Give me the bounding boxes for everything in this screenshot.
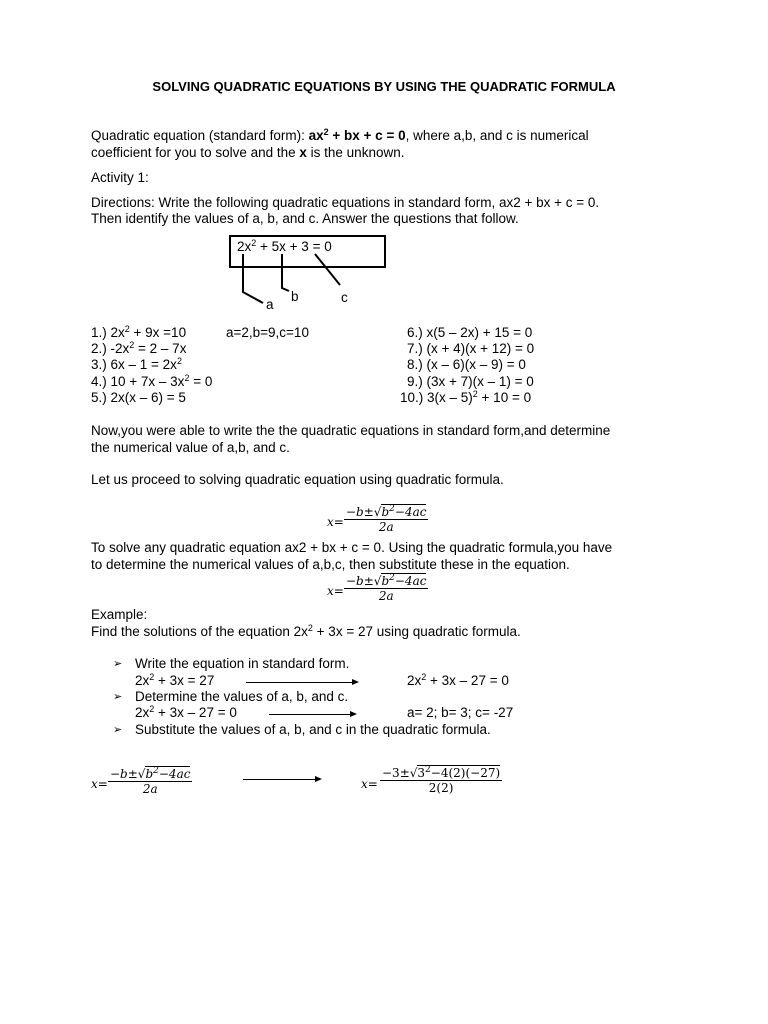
formula-2-fraction [344, 574, 428, 603]
example-eq-exponent: 2 [251, 238, 257, 248]
exercise-10 [400, 390, 531, 406]
exercise-2-pre: 2.) -2x [91, 341, 130, 356]
exercise-3-sup: 2 [176, 356, 182, 366]
exercise-1-sup: 2 [124, 324, 130, 334]
step-2-left-post: + 3x – 27 = 0 [154, 705, 237, 720]
step-2-left-equation [135, 705, 237, 721]
exercise-5-pre: 5.) 2x(x – 6) = 5 [91, 390, 186, 405]
exercise-10-pre: 10.) 3(x – 5) [400, 390, 473, 405]
step-1-right-sup: 2 [421, 672, 427, 682]
formula-4-lhs: x= [361, 777, 378, 791]
formula-2-rad-b: b [381, 574, 390, 588]
example-task-pre: Find the solutions of the equation 2x [91, 624, 308, 639]
exercise-2 [91, 341, 186, 357]
step-1-left-sup: 2 [149, 672, 155, 682]
step-1-arrow-head [352, 679, 359, 685]
formula-4-numerator: $-3\pm√3^2-4(2)(-27)$ [382, 765, 501, 780]
formula-4-rad-exp: 2 [425, 765, 431, 775]
formula-4-num-pre: −3± [382, 766, 410, 780]
exercise-1-pre: 1.) 2x [91, 325, 125, 340]
formula-1-rad-exp: 2 [389, 504, 395, 514]
exercise-2-sup: 2 [129, 340, 135, 350]
exercise-9: 9.) (3x + 7)(x – 1) = 0 [407, 374, 534, 389]
formula-2-lhs: x= [327, 584, 344, 598]
standard-form-a: ax [308, 128, 324, 143]
formula-1-numerator: $-b\pm√b^2-4ac$ [346, 504, 427, 519]
example-label: Example: [91, 607, 148, 622]
exercise-2-post: = 2 – 7x [134, 341, 187, 356]
label-b: b [291, 289, 299, 304]
step-2-text: Determine the values of a, b, and c. [135, 689, 349, 704]
example-task-post: + 3x = 27 using quadratic formula. [312, 624, 521, 639]
step-3-bullet: ➢ [113, 724, 123, 736]
formula-4-denominator: 2(2) [428, 781, 454, 795]
label-c: c [341, 290, 348, 305]
formula-3-lhs: x= [91, 777, 108, 791]
substitution-arrow-line [243, 779, 315, 780]
formula-1-lhs: x= [327, 515, 344, 529]
step-2-bullet: ➢ [113, 691, 123, 703]
intro-x-variable: x [299, 145, 307, 160]
step-1-bullet: ➢ [113, 658, 123, 670]
formula-3-numerator: $-b\pm√b^2-4ac$ [110, 766, 191, 781]
label-a: a [266, 297, 274, 312]
substitution-arrow-head [315, 776, 322, 782]
intro-middle: , where a,b, and c is numerical [405, 128, 589, 143]
pointer-line-a [243, 254, 263, 303]
example-eq-a: 2x [237, 239, 252, 254]
standard-form-rest: + bx + c = 0 [328, 128, 406, 143]
step-2-values: a= 2; b= 3; c= -27 [407, 705, 514, 720]
directions-line-2: Then identify the values of a, b, and c. Answer the questions that follow. [91, 211, 519, 226]
step-1-right-pre: 2x [407, 673, 422, 688]
formula-1-denominator: 2a [378, 520, 394, 534]
summary-line-2: the numerical value of a,b, and c. [91, 440, 290, 455]
formula-1-fraction [344, 505, 428, 534]
exercise-4-sup: 2 [184, 373, 190, 383]
example-task [91, 624, 521, 640]
step-1-right-equation [407, 673, 509, 689]
intro-prefix: Quadratic equation (standard form): [91, 128, 309, 143]
formula-2-num-pre: −b± [346, 574, 374, 588]
formula-2-rad-exp: 2 [389, 573, 395, 583]
to-solve-line-2: to determine the numerical values of a,b,c, then substitute these in the equation. [91, 557, 570, 572]
step-3-text: Substitute the values of a, b, and c in the quadratic formula. [135, 722, 491, 737]
formula-2-rad-rest: −4ac [394, 574, 427, 588]
exercise-4 [91, 374, 212, 390]
exercise-4-pre: 4.) 10 + 7x – 3x [91, 374, 185, 389]
step-2-left-pre: 2x [135, 705, 150, 720]
formula-3-rad-exp: 2 [153, 766, 159, 776]
formula-3-fraction [108, 767, 192, 796]
formula-1-rad-b: b [381, 505, 390, 519]
step-1-left-post: + 3x = 27 [154, 673, 215, 688]
formula-1-num-pre: −b± [346, 505, 374, 519]
formula-3-rad-b: b [145, 767, 154, 781]
intro-line2-prefix: coefficient for you to solve and the [91, 145, 300, 160]
step-1-left-pre: 2x [135, 673, 150, 688]
formula-4-fraction [380, 766, 502, 795]
step-2-arrow-head [350, 711, 357, 717]
exercise-6: 6.) x(5 – 2x) + 15 = 0 [407, 325, 533, 340]
exercise-1-post: + 9x =10 [129, 325, 187, 340]
pointer-line-c [315, 254, 340, 285]
formula-3-num-pre: −b± [110, 767, 138, 781]
example-eq-rest: + 5x + 3 = 0 [256, 239, 332, 254]
proceed-text: Let us proceed to solving quadratic equation using quadratic formula. [91, 472, 504, 487]
page-title: SOLVING QUADRATIC EQUATIONS BY USING THE QUADRATIC FORMULA [152, 79, 616, 94]
intro-line2-suffix: is the unknown. [306, 145, 405, 160]
activity-heading: Activity 1: [91, 170, 149, 185]
exercise-7: 7.) (x + 4)(x + 12) = 0 [407, 341, 535, 356]
exercise-5 [91, 390, 186, 406]
exercise-4-post: = 0 [189, 374, 213, 389]
formula-4-rad-rest: −4(2)(−27) [430, 766, 501, 780]
pointer-line-b [282, 254, 289, 291]
step-1-right-post: + 3x – 27 = 0 [426, 673, 509, 688]
directions-line-1: Directions: Write the following quadratic equations in standard form, ax2 + bx + c = 0. [91, 195, 600, 210]
step-1-left-equation [135, 673, 214, 689]
exercise-1 [91, 325, 186, 341]
formula-2-denominator: 2a [378, 589, 394, 603]
exercise-3 [91, 357, 182, 373]
summary-line-1: Now,you were able to write the the quadratic equations in standard form,and determine [91, 423, 611, 438]
formula-4-rad-base: 3 [417, 766, 426, 780]
step-1-text: Write the equation in standard form. [135, 656, 350, 671]
formula-3-rad-rest: −4ac [158, 767, 191, 781]
exercise-3-pre: 3.) 6x – 1 = 2x [91, 357, 177, 372]
to-solve-line-1: To solve any quadratic equation ax2 + bx + c = 0. Using the quadratic formula,you have [91, 540, 613, 555]
exercise-10-post: + 10 = 0 [477, 390, 532, 405]
exercise-1-answer: a=2,b=9,c=10 [226, 325, 309, 340]
standard-form-exponent: 2 [323, 127, 329, 137]
exercise-8: 8.) (x – 6)(x – 9) = 0 [407, 357, 526, 372]
formula-1-rad-rest: −4ac [394, 505, 427, 519]
formula-2-numerator: $-b\pm√b^2-4ac$ [346, 573, 427, 588]
step-2-arrow-line [269, 714, 350, 715]
step-2-left-sup: 2 [149, 704, 155, 714]
step-1-arrow-line [246, 682, 352, 683]
exercise-10-sup: 2 [472, 389, 478, 399]
formula-3-denominator: 2a [142, 782, 158, 796]
example-task-sup: 2 [307, 623, 313, 633]
